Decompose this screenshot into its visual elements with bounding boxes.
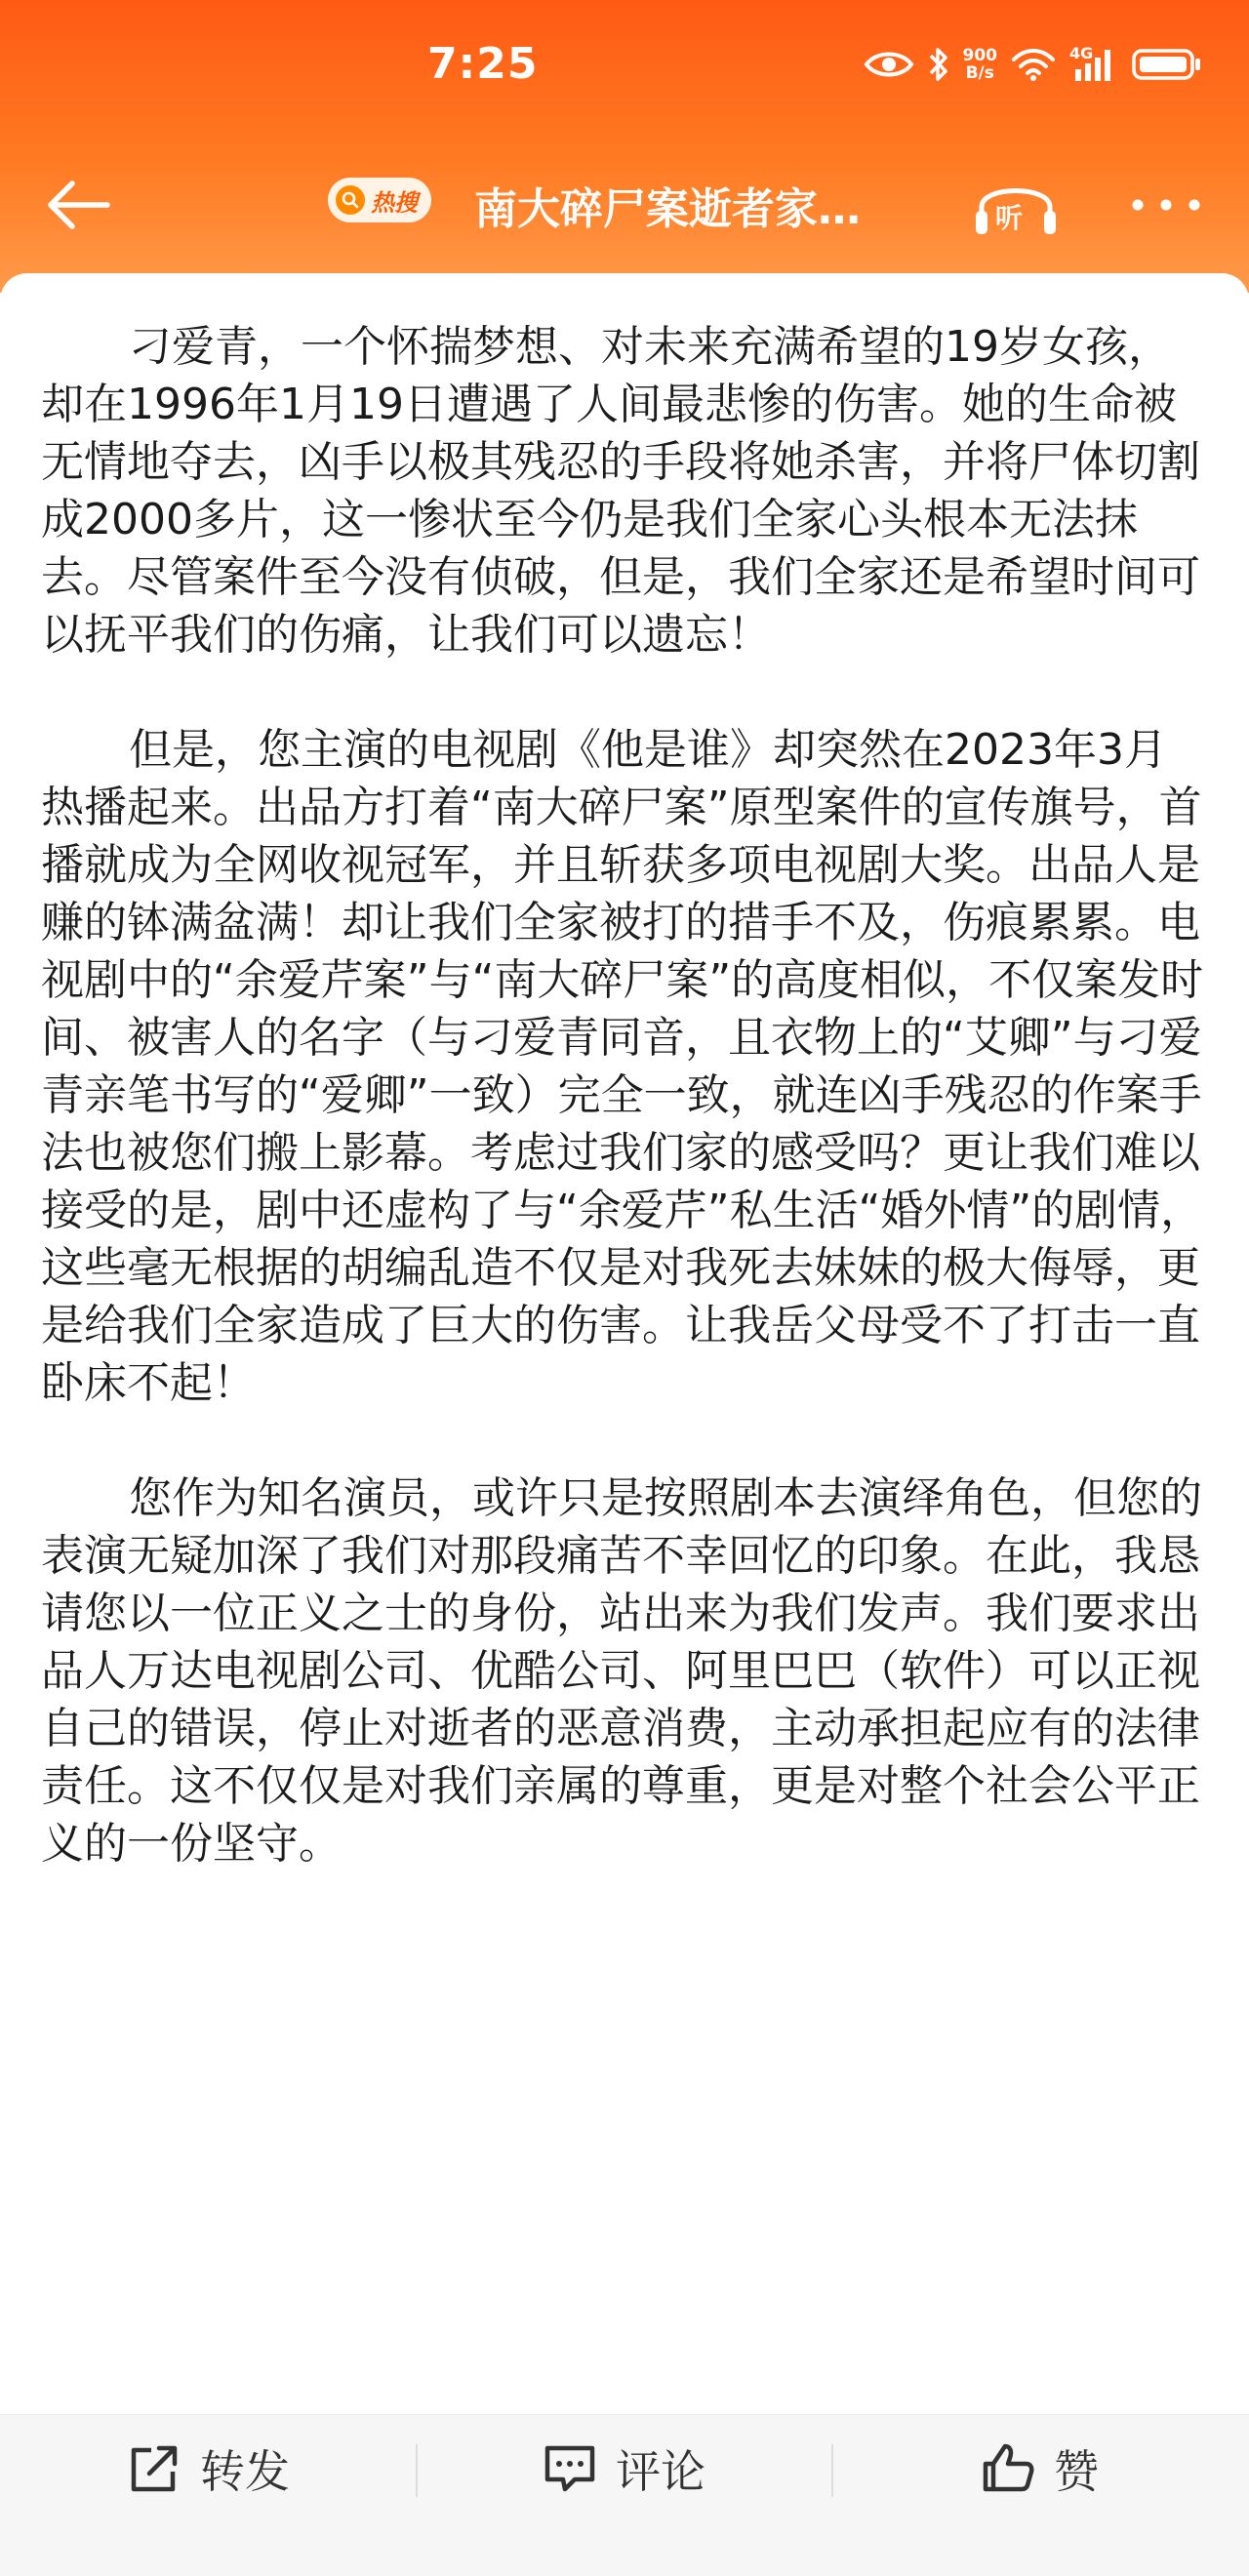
network-type: 4G [1069, 44, 1094, 62]
bluetooth-icon [928, 46, 949, 83]
cellular-indicator [1069, 46, 1118, 83]
share-label: 转发 [200, 2445, 290, 2498]
arrow-left-icon [39, 174, 117, 236]
bottom-action-bar [0, 2414, 1249, 2576]
network-speed-unit: B/s [965, 63, 994, 83]
eye-icon [864, 49, 914, 80]
listen-label: 听 [995, 202, 1024, 234]
network-speed [963, 47, 998, 82]
comment-icon [542, 2442, 598, 2495]
battery-icon [1132, 47, 1202, 82]
status-time: 7:25 [427, 39, 539, 89]
page-title: 南大碎尸案逝者家… [474, 184, 861, 234]
thumbs-up-icon [980, 2442, 1036, 2495]
hot-search-tag[interactable] [328, 178, 431, 222]
more-button[interactable] [1122, 185, 1210, 224]
ellipsis-icon [1122, 185, 1210, 224]
share-button[interactable] [0, 2415, 416, 2522]
article-card [0, 273, 1249, 2420]
wifi-icon [1011, 48, 1056, 81]
share-icon [126, 2442, 182, 2495]
article-paragraph-2: 但是，您主演的电视剧《他是谁》却突然在2023年3月热播起来。出品方打着“南大碎尸案”原型案件的宣传旗号，首播就成为全网收视冠军，并且斩获多项电视剧大奖。出品人是赚的钵满盆满！却让我们全家被打的措手不及，伤痕累累。电视剧中的“余爱芹案”与“南大碎尸案”的高度相似，不仅案发时间、被害人的名字（与刁爱青同音，且衣物上的“艾卿”与刁爱青亲笔书写的“爱卿”一致）完全一致，就连凶手残忍的作案手法也被您们搬上影幕。考虑过我们家的感受吗？更让我们难以接受的是，剧中还虚构了与“余爱芹”私生活“婚外情”的剧情，这些毫无根据的胡编乱造不仅是对我死去妹妹的极大侮辱，更是给我们全家造成了巨大的伤害。让我岳父母受不了打击一直卧床不起！ [41, 725, 1204, 1408]
nav-bar [0, 146, 1249, 263]
signal-icon [1069, 46, 1118, 83]
like-button[interactable] [831, 2415, 1247, 2522]
article-body [41, 318, 1208, 1872]
article-paragraph-3: 您作为知名演员，或许只是按照剧本去演绎角色，但您的表演无疑加深了我们对那段痛苦不幸回忆的印象。在此，我恳请您以一位正义之士的身份，站出来为我们发声。我们要求出品人万达电视剧公司、优酷公司、阿里巴巴（软件）可以正视自己的错误，停止对逝者的恶意消费，主动承担起应有的法律责任。这不仅仅是对我们亲属的尊重，更是对整个社会公平正义的一份坚守。 [41, 1473, 1202, 1869]
hot-search-label: 热搜 [371, 188, 418, 217]
network-speed-value: 900 [962, 46, 997, 65]
like-label: 赞 [1054, 2445, 1099, 2498]
article-paragraph-1: 刁爱青，一个怀揣梦想、对未来充满希望的19岁女孩，却在1996年1月19日遭遇了人间最悲惨的伤害。她的生命被无情地夺去，凶手以极其残忍的手段将她杀害，并将尸体切割成2000多片，这一惨状至今仍是我们全家心头根本无法抹去。尽管案件至今没有侦破，但是，我们全家还是希望时间可以抚平我们的伤痛，让我们可以遗忘！ [41, 322, 1200, 660]
status-icons [864, 45, 1203, 84]
back-button[interactable] [39, 174, 117, 236]
status-bar [0, 0, 1249, 146]
comment-button[interactable] [416, 2415, 831, 2522]
comment-label: 评论 [616, 2445, 705, 2498]
search-icon [336, 185, 365, 215]
listen-button[interactable] [974, 172, 1058, 240]
